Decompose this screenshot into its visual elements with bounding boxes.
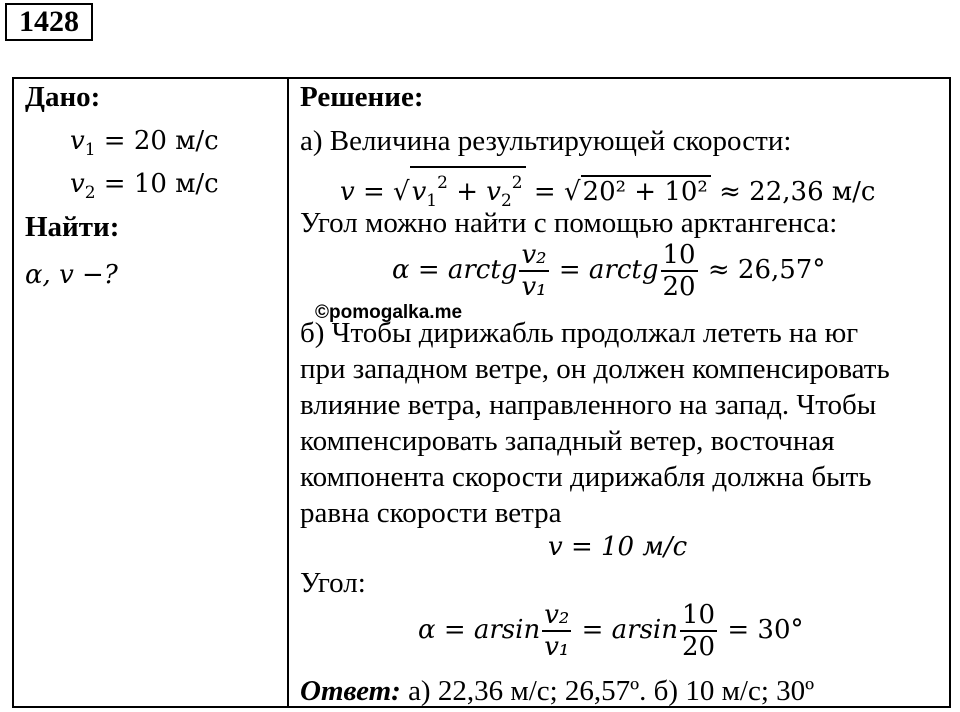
part-a-text: а) Величина результирующей скорости: xyxy=(300,125,792,157)
angle-method-text: Угол можно найти с помощью арктангенса: xyxy=(300,207,838,239)
equation-wind-speed: v = 10 м/с xyxy=(548,532,688,562)
answer-text: а) 22,36 м/с; 26,57º. б) 10 м/с; 30º xyxy=(400,675,815,707)
given-heading: Дано: xyxy=(25,81,101,113)
part-b-line-4: компенсировать западный ветер, восточная xyxy=(300,425,835,457)
part-b-line-3: влияние ветра, направленного на запад. Чтобы xyxy=(300,389,877,421)
equation-arctg: α = arctg $\frac{\text{v₂}}{\text{v₁}}$ = arctg $\frac{10}{20}$ ≈ 26,57° xyxy=(392,240,826,302)
equation-speed: $v = √v_1^2 + v_2^2 = √20^2 + 10^2 \approx 22,36$ м/с xyxy=(340,166,875,216)
watermark: ©pomogalka.me xyxy=(315,302,463,323)
answer-label: Ответ: xyxy=(300,675,401,707)
problem-number: 1428 xyxy=(5,3,93,41)
answer-line xyxy=(300,674,814,708)
part-b-line-2: при западном ветре, он должен компенсировать xyxy=(300,353,890,385)
column-divider xyxy=(287,77,289,708)
part-b-line-1: б) Чтобы дирижабль продолжал лететь на юг xyxy=(300,317,859,349)
find-heading: Найти: xyxy=(25,211,120,243)
angle-label: Угол: xyxy=(300,567,366,599)
part-b-line-6: равна скорости ветра xyxy=(300,497,562,529)
given-v2: $v_2 = 10$ м/с xyxy=(70,169,219,203)
given-v1: $v_1 = 20$ м/с xyxy=(70,126,219,160)
equation-arsin: α = arsin $\frac{\text{v₂}}{\text{v₁}}$ = arsin $\frac{10}{20}$ = 30° xyxy=(418,600,804,662)
find-text: α, v −? xyxy=(25,260,118,290)
solution-heading: Решение: xyxy=(300,81,424,113)
part-b-line-5: компонента скорости дирижабля должна быть xyxy=(300,461,872,493)
